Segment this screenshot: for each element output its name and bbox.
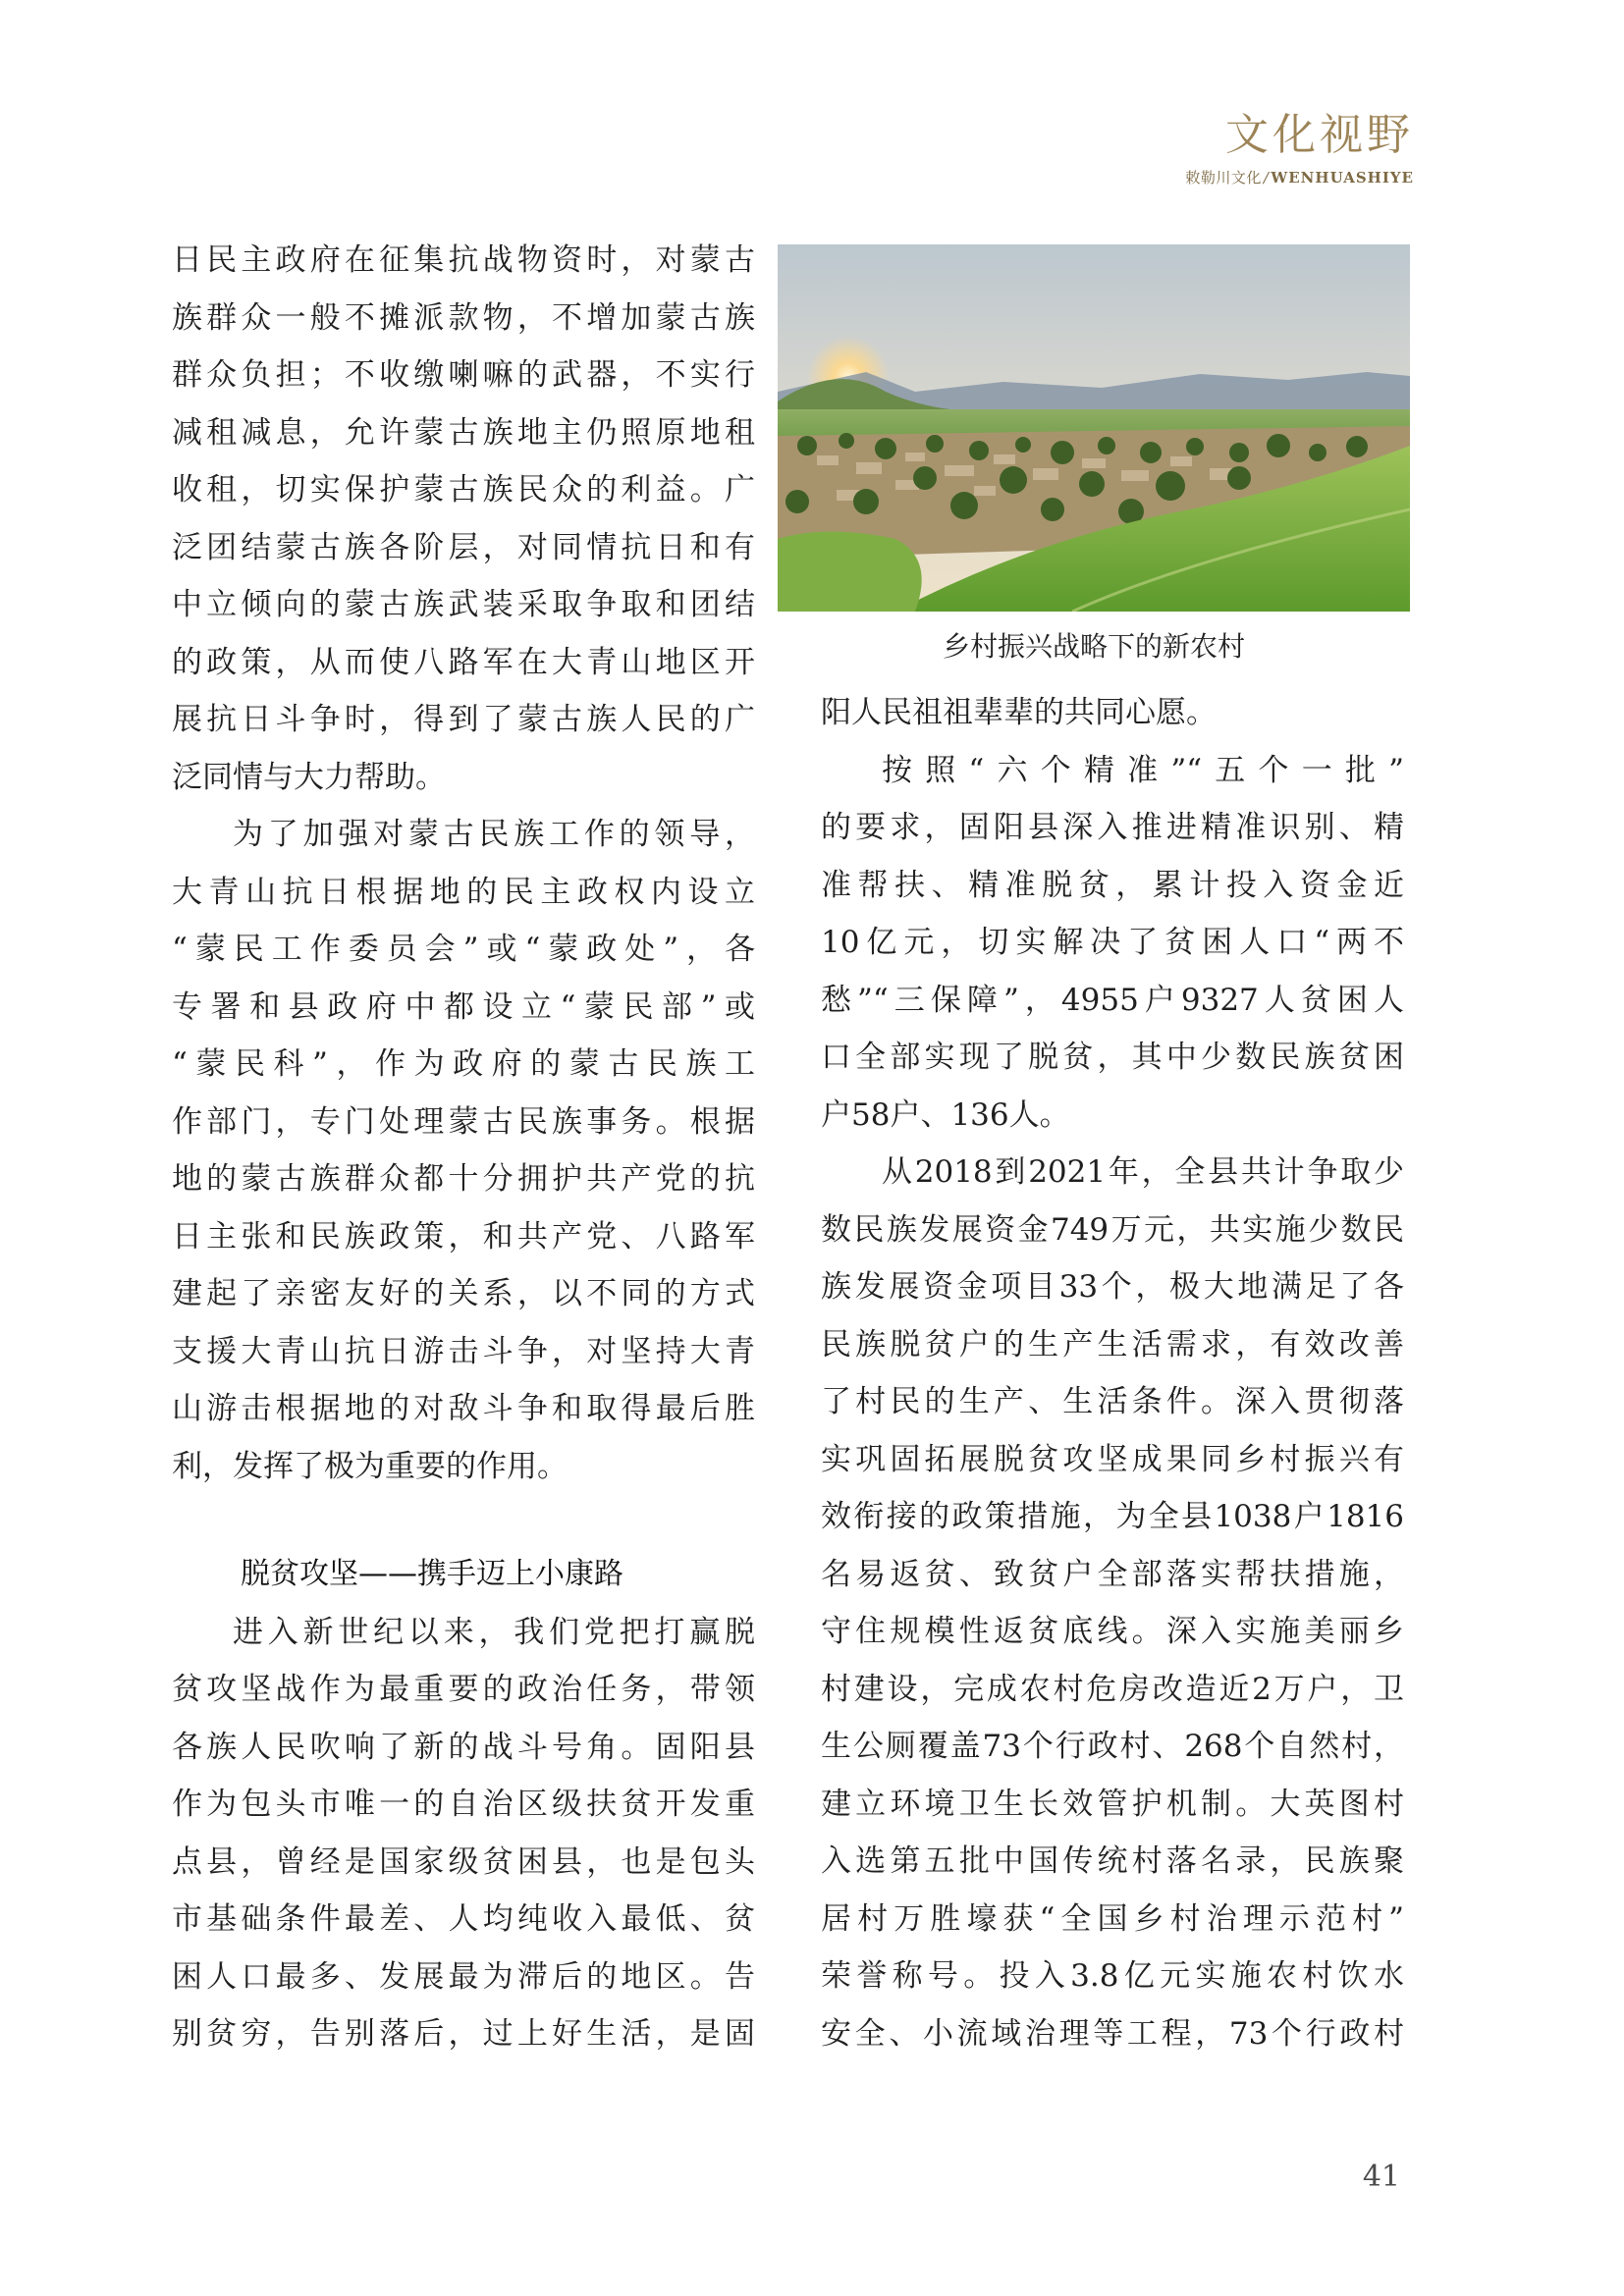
text-line: 专署和县政府中都设立“蒙民部”或 (172, 988, 755, 1025)
right-block-2 (821, 742, 1404, 1145)
text-line: “蒙民工作委员会”或“蒙政处”，各 (172, 932, 755, 967)
text-line: 民族脱贫户的生产生活需求，有效改善 (821, 1326, 1404, 1362)
text-line: “蒙民科”，作为政府的蒙古民族工 (172, 1046, 755, 1082)
section-header-title: 文化视野 (1225, 110, 1414, 160)
text-line: 族群众一般不摊派款物，不增加蒙古族 (172, 299, 755, 336)
text-line: 市基础条件最差、人均纯收入最低、贫 (172, 1901, 755, 1937)
text-line: 收租，切实保护蒙古族民众的利益。广 (172, 472, 755, 507)
text-line: 守住规模性返贫底线。深入实施美丽乡 (821, 1614, 1404, 1649)
text-line: 实巩固拓展脱贫攻坚成果同乡村振兴有 (821, 1441, 1404, 1477)
text-line: 进入新世纪以来，我们党把打赢脱 (233, 1614, 755, 1650)
text-line: 数民族发展资金749万元，共实施少数民 (821, 1211, 1404, 1248)
text-line: 泛团结蒙古族各阶层，对同情抗日和有 (172, 529, 755, 565)
left-block-2 (172, 806, 755, 1495)
section-header-subtitle (1021, 167, 1414, 187)
text-line: 为了加强对蒙古民族工作的领导， (233, 817, 755, 852)
left-block-3 (172, 1604, 755, 2063)
text-line: 利，发挥了极为重要的作用。 (172, 1448, 568, 1484)
page-number: 41 (1362, 2160, 1400, 2194)
text-line: 泛同情与大力帮助。 (172, 759, 446, 795)
text-line: 10亿元，切实解决了贫困人口“两不 (821, 925, 1404, 960)
text-line: 族发展资金项目33个，极大地满足了各 (821, 1269, 1404, 1305)
text-line: 村建设，完成农村危房改造近2万户，卫 (821, 1671, 1404, 1707)
text-line: 大青山抗日根据地的民主政权内设立 (172, 874, 755, 910)
section-heading: 脱贫攻坚——携手迈上小康路 (241, 1557, 623, 1591)
text-line: 日主张和民族政策，和共产党、八路军 (172, 1218, 755, 1255)
text-line: 点县，曾经是国家级贫困县，也是包头 (172, 1843, 755, 1880)
text-line: 居村万胜壕获“全国乡村治理示范村” (821, 1900, 1404, 1937)
text-line: 户58户、136人。 (821, 1096, 1070, 1133)
text-line: 名易返贫、致贫户全部落实帮扶措施， (821, 1556, 1404, 1592)
text-line: 山游击根据地的对敌斗争和取得最后胜 (172, 1391, 755, 1426)
text-line: 阳人民祖祖辈辈的共同心愿。 (821, 695, 1217, 730)
right-block-3 (821, 1144, 1404, 2062)
left-column (172, 232, 755, 2063)
left-block-1 (172, 232, 755, 806)
text-line: 群众负担；不收缴喇嘛的武器，不实行 (172, 357, 755, 393)
text-line: 口全部实现了脱贫，其中少数民族贫困 (821, 1040, 1404, 1075)
text-line: 的政策，从而使八路军在大青山地区开 (172, 644, 755, 680)
text-line: 别贫穷，告别落后，过上好生活，是固 (172, 2016, 755, 2052)
right-block-1 (821, 684, 1404, 742)
text-line: 中立倾向的蒙古族武装采取争取和团结 (172, 587, 755, 622)
text-line: 入选第五批中国传统村落名录，民族聚 (821, 1843, 1404, 1879)
text-line: 贫攻坚战作为最重要的政治任务，带领 (172, 1672, 755, 1707)
text-line: 安全、小流域治理等工程，73个行政村 (821, 2015, 1404, 2052)
text-line: 了村民的生产、生活条件。深入贯彻落 (821, 1384, 1404, 1419)
text-line: 准帮扶、精准脱贫，累计投入资金近 (821, 867, 1404, 903)
text-line: 展抗日斗争时，得到了蒙古族人民的广 (172, 702, 755, 737)
subtitle-cn: 敕勒川文化 (1185, 169, 1262, 187)
subtitle-separator: / (1263, 169, 1270, 187)
text-line: 生公厕覆盖73个行政村、268个自然村， (821, 1729, 1404, 1764)
figure-caption: 乡村振兴战略下的新农村 (942, 630, 1245, 663)
text-line: 支援大青山抗日游击斗争，对坚持大青 (172, 1333, 755, 1369)
text-line: 减租减息，允许蒙古族地主仍照原地租 (172, 414, 755, 451)
figure (778, 244, 1410, 665)
text-line: 的要求，固阳县深入推进精准识别、精 (821, 810, 1404, 845)
text-line: 从2018到2021年，全县共计争取少 (882, 1154, 1404, 1190)
right-column (821, 684, 1404, 2062)
text-line: 日民主政府在征集抗战物资时，对蒙古 (172, 242, 755, 278)
village-landscape-photo (778, 244, 1410, 612)
text-line: 愁”“三保障”，4955户9327人贫困人 (821, 982, 1404, 1018)
text-line: 困人口最多、发展最为滞后的地区。告 (172, 1958, 755, 1995)
text-line: 建立环境卫生长效管护机制。大英图村 (821, 1786, 1404, 1822)
text-line: 地的蒙古族群众都十分拥护共产党的抗 (172, 1161, 755, 1197)
text-line: 作为包头市唯一的自治区级扶贫开发重 (172, 1787, 755, 1822)
text-line: 作部门，专门处理蒙古民族事务。根据 (172, 1103, 755, 1140)
text-line: 建起了亲密友好的关系，以不同的方式 (172, 1276, 755, 1311)
text-line: 各族人民吹响了新的战斗号角。固阳县 (172, 1729, 755, 1765)
page-header (1021, 110, 1414, 187)
text-line: 按照“六个精准”“五个一批” (882, 752, 1404, 788)
text-line: 荣誉称号。投入3.8亿元实施农村饮水 (821, 1958, 1404, 1994)
subtitle-latin: WENHUASHIYE (1271, 169, 1414, 187)
text-line: 效衔接的政策措施，为全县1038户1816 (821, 1499, 1404, 1534)
